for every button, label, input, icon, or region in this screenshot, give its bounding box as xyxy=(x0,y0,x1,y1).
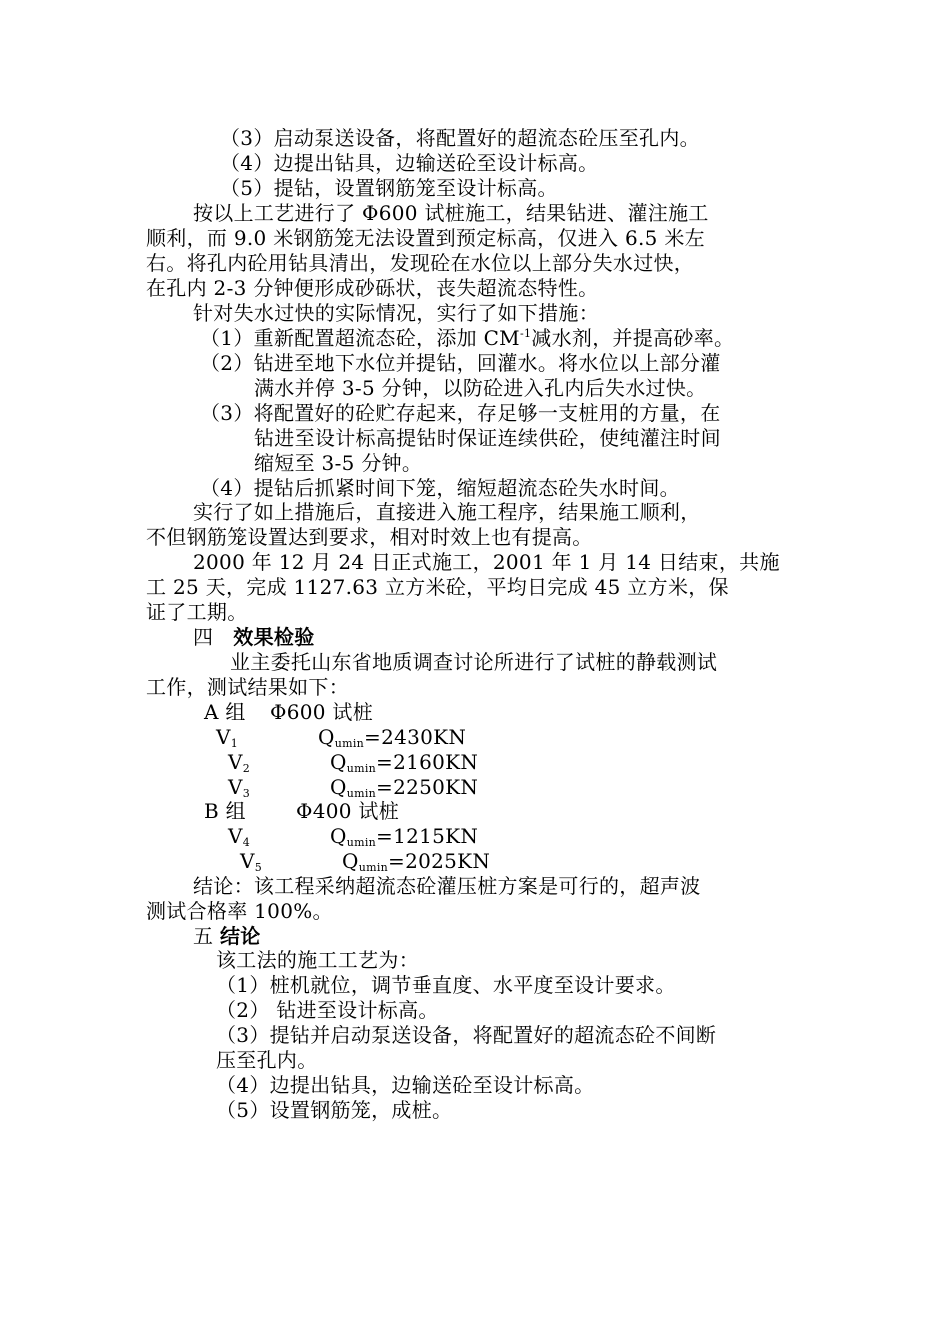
test-v4-sub: 4 xyxy=(242,836,251,849)
test-v2-id xyxy=(228,750,250,774)
step-3-top: （3）启动泵送设备，将配置好的超流态砼压至孔内。 xyxy=(220,126,700,150)
measure-3-line-2: 钻进至设计标高提钻时保证连续供砼，使纯灌注时间 xyxy=(254,426,721,450)
test-v3-id xyxy=(228,775,250,799)
test-v3-sub: 3 xyxy=(242,787,251,800)
section-4-num: 四 xyxy=(193,625,214,649)
trial-para-line-1: 按以上工艺进行了 Φ600 试桩施工，结果钻进、灌注施工 xyxy=(193,201,709,225)
process-step-1: （1）桩机就位，调节垂直度、水平度至设计要求。 xyxy=(216,973,676,997)
test-v1-id xyxy=(216,725,238,749)
process-intro: 该工法的施工工艺为： xyxy=(216,948,419,972)
schedule-para-line-3: 证了工期。 xyxy=(146,600,248,624)
section-5-heading xyxy=(193,924,261,948)
conclusion-line-2: 测试合格率 100%。 xyxy=(146,899,333,923)
test-v5-id xyxy=(240,849,262,873)
test-v5-value xyxy=(342,849,490,873)
trial-para-line-4: 在孔内 2-3 分钟便形成砂砾状，丧失超流态特性。 xyxy=(146,276,599,300)
process-step-4: （4）边提出钻具，边输送砼至设计标高。 xyxy=(216,1073,595,1097)
section-4-heading xyxy=(193,625,315,649)
trial-para-line-2: 顺利，而 9.0 米钢筋笼无法设置到预定标高，仅进入 6.5 米左 xyxy=(146,226,705,250)
group-b-size: Φ400 试桩 xyxy=(296,799,400,823)
section-5-num: 五 xyxy=(193,924,214,948)
group-a-label: A 组 xyxy=(204,700,246,724)
measure-1-sup: -1 xyxy=(519,327,532,340)
schedule-para-line-2: 工 25 天，完成 1127.63 立方米砼，平均日完成 45 立方米，保 xyxy=(146,575,729,599)
test-v3-number: =2250KN xyxy=(376,775,479,799)
conclusion-line-1: 结论：该工程采纳超流态砼灌压桩方案是可行的，超声波 xyxy=(193,874,701,898)
test-v1-sub: 1 xyxy=(230,737,239,750)
result-para-line-1: 实行了如上措施后，直接进入施工程序，结果施工顺利， xyxy=(193,500,701,524)
process-step-2: （2） 钻进至设计标高。 xyxy=(216,998,439,1022)
test-v3-value xyxy=(330,775,478,799)
test-v4-letter: V xyxy=(228,824,243,848)
q-sub: umin xyxy=(358,861,389,874)
q-label: Q xyxy=(330,750,347,774)
measures-intro: 针对失水过快的实际情况，实行了如下措施： xyxy=(193,301,599,325)
group-b-label: B 组 xyxy=(204,799,246,823)
test-v4-value xyxy=(330,824,478,848)
q-sub: umin xyxy=(346,787,377,800)
test-v4-id xyxy=(228,824,250,848)
test-v5-number: =2025KN xyxy=(388,849,491,873)
test-v2-letter: V xyxy=(228,750,243,774)
measure-3-line-1: （3）将配置好的砼贮存起来，存足够一支桩用的方量，在 xyxy=(200,401,721,425)
measure-1-pre: （1）重新配置超流态砼，添加 CM xyxy=(200,326,520,350)
test-v5-sub: 5 xyxy=(254,861,263,874)
process-step-5: （5）设置钢筋笼，成桩。 xyxy=(216,1098,453,1122)
q-label: Q xyxy=(318,725,335,749)
q-sub: umin xyxy=(334,737,365,750)
measure-1 xyxy=(200,326,734,350)
result-para-line-2: 不但钢筋笼设置达到要求，相对时效上也有提高。 xyxy=(146,525,593,549)
q-label: Q xyxy=(330,775,347,799)
process-step-3-line-2: 压至孔内。 xyxy=(216,1048,318,1072)
test-v2-sub: 2 xyxy=(242,762,251,775)
q-sub: umin xyxy=(346,762,377,775)
test-v2-value xyxy=(330,750,478,774)
test-v1-number: =2430KN xyxy=(364,725,467,749)
group-a-size: Φ600 试桩 xyxy=(270,700,374,724)
measure-1-post: 减水剂，并提高砂率。 xyxy=(531,326,735,350)
trial-para-line-3: 右。将孔内砼用钻具清出，发现砼在水位以上部分失水过快， xyxy=(146,251,695,275)
test-v1-letter: V xyxy=(216,725,231,749)
measure-2-line-2: 满水并停 3-5 分钟，以防砼进入孔内后失水过快。 xyxy=(254,376,707,400)
measure-3-line-3: 缩短至 3-5 分钟。 xyxy=(254,451,423,475)
step-5-top: （5）提钻，设置钢筋笼至设计标高。 xyxy=(220,176,558,200)
schedule-para-line-1: 2000 年 12 月 24 日正式施工，2001 年 1 月 14 日结束，共施 xyxy=(193,550,780,574)
section-5-title: 结论 xyxy=(219,924,261,948)
measure-4: （4）提钻后抓紧时间下笼，缩短超流态砼失水时间。 xyxy=(200,476,680,500)
q-label: Q xyxy=(342,849,359,873)
q-sub: umin xyxy=(346,836,377,849)
test-v4-number: =1215KN xyxy=(376,824,479,848)
test-v5-letter: V xyxy=(240,849,255,873)
q-label: Q xyxy=(330,824,347,848)
step-4-top: （4）边提出钻具，边输送砼至设计标高。 xyxy=(220,151,599,175)
test-para-line-2: 工作，测试结果如下： xyxy=(146,675,349,699)
process-step-3-line-1: （3）提钻并启动泵送设备，将配置好的超流态砼不间断 xyxy=(216,1023,717,1047)
section-4-title: 效果检验 xyxy=(233,625,315,649)
test-para-line-1: 业主委托山东省地质调查讨论所进行了试桩的静载测试 xyxy=(230,650,718,674)
test-v1-value xyxy=(318,725,466,749)
measure-2-line-1: （2）钻进至地下水位并提钻，回灌水。将水位以上部分灌 xyxy=(200,351,721,375)
test-v3-letter: V xyxy=(228,775,243,799)
test-v2-number: =2160KN xyxy=(376,750,479,774)
